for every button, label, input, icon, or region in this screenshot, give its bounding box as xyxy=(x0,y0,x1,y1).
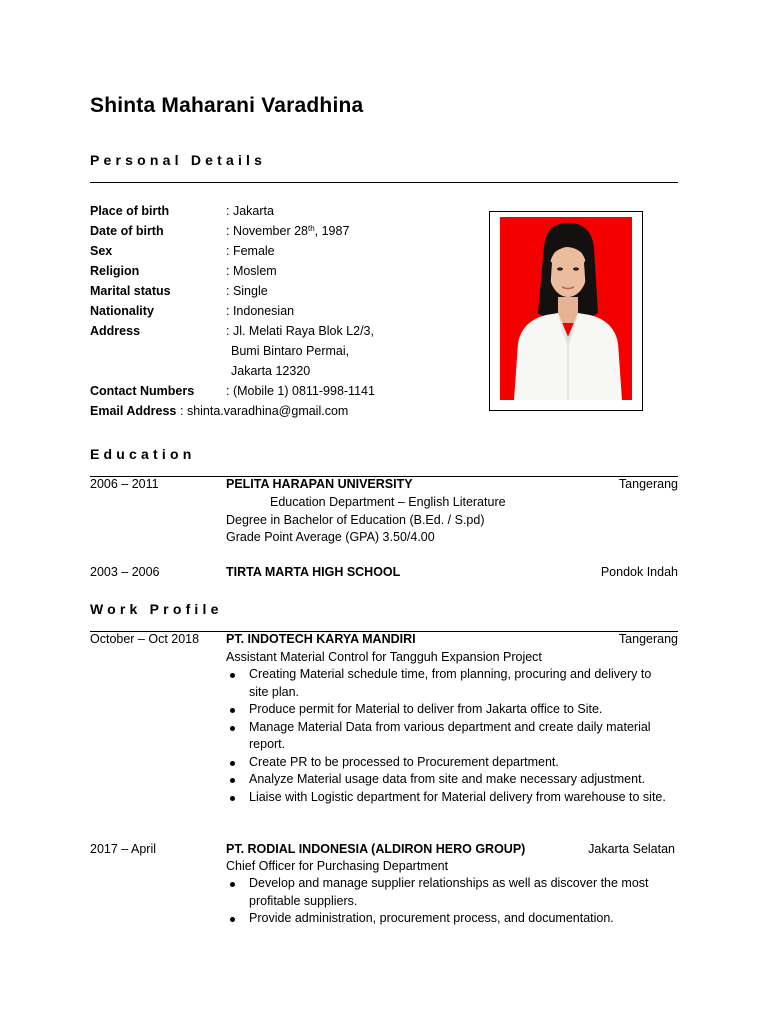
field-value: : Jakarta xyxy=(226,204,274,218)
personal-row-nationality xyxy=(90,301,490,321)
duty-item: Creating Material schedule time, from planning, procuring and delivery to site plan. xyxy=(226,666,666,701)
field-label: Religion xyxy=(90,264,140,278)
duty-item: Liaise with Logistic department for Material delivery from warehouse to site. xyxy=(226,789,666,807)
field-label: Contact Numbers xyxy=(90,384,195,398)
field-label: Nationality xyxy=(90,304,154,318)
education-period: 2003 – 2006 xyxy=(90,565,160,579)
portrait-illustration xyxy=(500,217,632,400)
dob-ordinal: th xyxy=(307,224,315,233)
field-value: : Jl. Melati Raya Blok L2/3, xyxy=(226,324,374,338)
personal-row-address xyxy=(90,321,490,341)
duty-item: Create PR to be processed to Procurement department. xyxy=(226,754,666,772)
work-role: Assistant Material Control for Tangguh Expansion Project xyxy=(226,650,542,664)
work-period: 2017 – April xyxy=(90,842,157,856)
work-profile-heading: Work Profile xyxy=(90,601,223,617)
work-company: PT. RODIAL INDONESIA (ALDIRON HERO GROUP) xyxy=(226,842,526,856)
address-line: Bumi Bintaro Permai, xyxy=(231,344,350,358)
education-institution: PELITA HARAPAN UNIVERSITY xyxy=(226,477,413,491)
duty-list xyxy=(226,666,666,806)
field-value: : Female xyxy=(226,244,275,258)
duty-list xyxy=(226,875,666,928)
personal-row-date-of-birth xyxy=(90,221,490,241)
field-label: Place of birth xyxy=(90,204,170,218)
education-location: Pondok Indah xyxy=(600,565,678,579)
personal-row-address-line-3 xyxy=(90,361,490,381)
field-label: Date of birth xyxy=(90,224,164,238)
education-period: 2006 – 2011 xyxy=(90,477,159,491)
personal-details-heading: Personal Details xyxy=(90,152,267,168)
field-value: : Single xyxy=(226,284,268,298)
dob-day: : November 28 xyxy=(226,224,308,238)
personal-row-address-line-2 xyxy=(90,341,490,361)
section-divider xyxy=(90,182,678,183)
education-institution: TIRTA MARTA HIGH SCHOOL xyxy=(226,565,401,579)
field-value: : (Mobile 1) 0811-998-1141 xyxy=(226,384,375,398)
education-detail: Degree in Bachelor of Education (B.Ed. / S.pd) xyxy=(226,513,485,527)
duty-item: Analyze Material usage data from site and make necessary adjustment. xyxy=(226,771,666,789)
personal-row-sex xyxy=(90,241,490,261)
field-label: Email Address xyxy=(90,404,177,418)
field-value: : Moslem xyxy=(226,264,277,278)
profile-photo-frame xyxy=(489,211,643,411)
field-value: : shinta.varadhina@gmail.com xyxy=(180,404,349,418)
field-value: : Indonesian xyxy=(226,304,295,318)
field-label: Address xyxy=(90,324,141,338)
personal-row-place-of-birth xyxy=(90,201,490,221)
profile-photo xyxy=(500,217,632,400)
duty-item: Produce permit for Material to deliver from Jakarta office to Site. xyxy=(226,701,666,719)
work-role: Chief Officer for Purchasing Department xyxy=(226,859,449,873)
duty-item: Develop and manage supplier relationships as well as discover the most profitable suppliers. xyxy=(226,875,666,910)
work-location: Tangerang xyxy=(618,632,678,646)
address-line: Jakarta 12320 xyxy=(231,364,311,378)
field-label: Marital status xyxy=(90,284,171,298)
education-location: Tangerang xyxy=(618,477,678,491)
education-detail: Education Department – English Literature xyxy=(270,495,506,509)
field-value xyxy=(226,221,349,241)
education-heading: Education xyxy=(90,446,196,462)
work-company: PT. INDOTECH KARYA MANDIRI xyxy=(226,632,416,646)
field-label: Sex xyxy=(90,244,113,258)
duty-item: Manage Material Data from various department and create daily material report. xyxy=(226,719,666,754)
personal-row-marital-status xyxy=(90,281,490,301)
dob-year: , 1987 xyxy=(314,224,350,238)
applicant-name: Shinta Maharani Varadhina xyxy=(90,94,364,117)
personal-row-email xyxy=(90,401,490,421)
work-period: October – Oct 2018 xyxy=(90,632,200,646)
personal-row-contact-numbers xyxy=(90,381,490,401)
work-location: Jakarta Selatan xyxy=(588,842,675,856)
duty-item: Provide administration, procurement process, and documentation. xyxy=(226,910,666,928)
education-detail: Grade Point Average (GPA) 3.50/4.00 xyxy=(226,530,435,544)
personal-row-religion xyxy=(90,261,490,281)
